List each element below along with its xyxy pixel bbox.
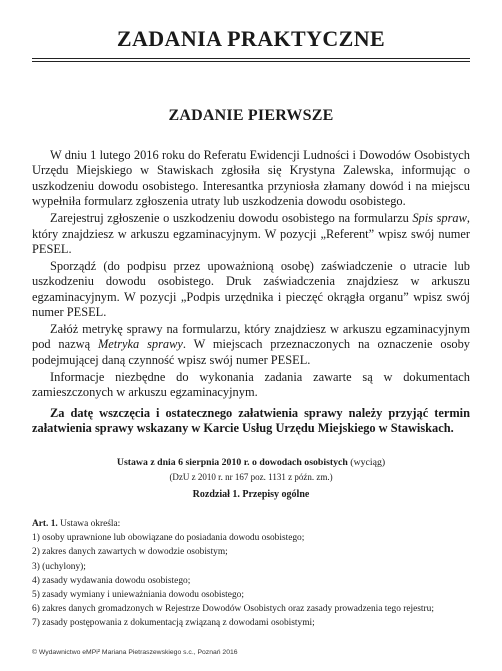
article-label: Art. 1.	[32, 519, 58, 529]
paragraph-certificate: Sporządź (do podpisu przez upoważnioną osobę) zaświadczenie o utracie lub uszkodzeniu dowodu osobistego. Druk zaświadczenia znajdziesz w arkuszu egzaminacyjnym. W pozycji „Podpis urzędnika i pieczęć okrągła organu” wpisz swój numer PESEL.	[32, 258, 470, 320]
task-title: ZADANIE PIERWSZE	[168, 107, 334, 124]
chapter-heading: Rozdział 1. Przepisy ogólne	[192, 489, 310, 500]
paragraph-register-text-a: Zarejestruj zgłoszenie o uszkodzeniu dowodu osobistego na formularzu	[50, 211, 413, 226]
list-item: 6) zakres danych gromadzonych w Rejestrze Dowodów Osobistych oraz zasady prowadzenia tego rejestru;	[32, 604, 434, 615]
list-item: 2) zakres danych zawartych w dowodzie osobistym;	[32, 547, 228, 558]
paragraph-metric-text-b: . W miejscach przeznaczonych na oznaczenie osoby podejmującej daną czynność wpisz swój numer PESEL.	[32, 337, 470, 367]
paragraph-register	[32, 211, 470, 257]
list-item: 4) zasady wydawania dowodu osobistego;	[32, 575, 191, 586]
paragraph-metric	[32, 322, 470, 368]
article-1	[32, 517, 470, 631]
task-description	[32, 148, 470, 438]
law-note: (wyciąg)	[347, 457, 386, 468]
section-title: ZADANIA PRAKTYCZNE	[116, 26, 386, 51]
paragraph-situation: W dniu 1 lutego 2016 roku do Referatu Ewidencji Ludności i Dowodów Osobistych Urzędu Miejskiego w Stawiskach zgłosiła się Krystyna Zalewska, informując o uszkodzeniu dowodu osobistego. Interesantka przyniosła złamany dowód i na miejscu wypełniła formularz zgłoszenia utraty lub uszkodzenia dowodu osobistego.	[32, 148, 470, 209]
list-item: 3) (uchylony);	[32, 561, 86, 572]
list-item: 5) zasady wymiany i unieważniania dowodu osobistego;	[32, 590, 244, 601]
title-rule-top	[32, 58, 470, 59]
paragraph-deadline-note: Za datę wszczęcia i ostatecznego załatwienia sprawy należy przyjąć termin załatwienia sprawy wskazany w Karcie Usług Urzędu Miejskiego w Stawiskach.	[32, 405, 470, 435]
copyright-footer: © Wydawnictwo eMPi² Mariana Pietraszewskiego s.c., Poznań 2016	[32, 649, 238, 656]
law-reference: (DzU z 2010 r. nr 167 poz. 1131 z późn. zm.)	[169, 472, 333, 482]
paragraph-register-text-b: , który znajdziesz w arkuszu egzaminacyjnym. W pozycji „Referent” wpisz swój numer PESEL.	[32, 211, 470, 256]
paragraph-metric-text-a: Załóż metrykę sprawy na formularzu, który znajdziesz w arkuszu egzaminacyjnym pod nazwą	[32, 321, 470, 352]
article-intro	[32, 517, 470, 531]
law-title: Ustawa z dnia 6 sierpnia 2010 r. o dowodach osobistych	[116, 457, 348, 468]
article-intro-text: Ustawa określa:	[57, 519, 121, 529]
form-name-spis-spraw: Spis spraw	[412, 211, 467, 226]
list-item: 7) zasady postępowania z dokumentacją związaną z dowodami osobistymi;	[32, 618, 315, 629]
list-item: 1) osoby uprawnione lub obowiązane do posiadania dowodu osobistego;	[32, 533, 305, 544]
law-heading	[32, 456, 470, 484]
paragraph-information: Informacje niezbędne do wykonania zadania zawarte są w dokumentach zamieszczonych w arkuszu egzaminacyjnym.	[32, 369, 470, 400]
form-name-metryka-sprawy: Metryka sprawy	[97, 337, 183, 352]
title-rule-bottom	[32, 61, 470, 62]
